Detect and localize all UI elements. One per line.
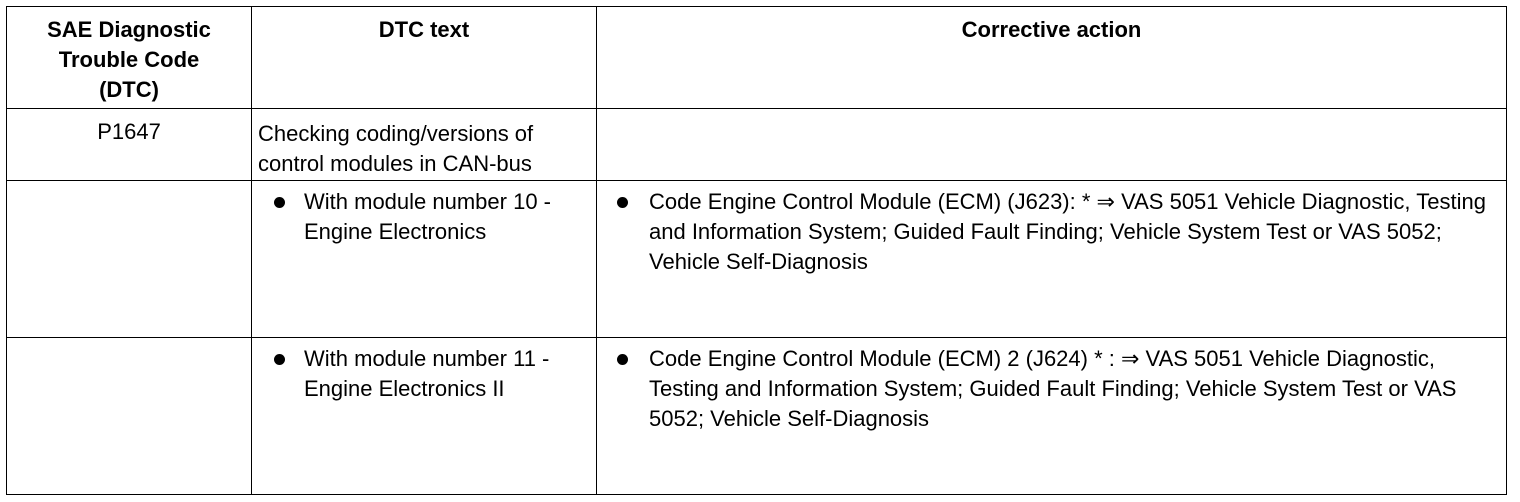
corrective-action-cell (597, 338, 1507, 495)
dtc-text-cell (252, 338, 597, 495)
dtc-text: Checking coding/versions of control modules in CAN-bus (258, 121, 534, 176)
list-item (597, 338, 1506, 434)
corrective-action-cell (597, 109, 1507, 181)
list-item (252, 338, 596, 404)
dtc-text: With module number 11 - Engine Electronics II (304, 346, 550, 401)
corrective-action-cell (597, 181, 1507, 338)
dtc-text: With module number 10 - Engine Electronics (304, 189, 551, 244)
table-row (7, 181, 1507, 338)
table-row (7, 338, 1507, 495)
dtc-text-cell (252, 181, 597, 338)
bullet-icon (617, 197, 628, 208)
list-item (252, 181, 596, 247)
header-dtc-text: DTC text (252, 7, 597, 109)
dtc-code-cell: P1647 (7, 109, 252, 181)
header-code: SAE Diagnostic Trouble Code (DTC) (7, 7, 252, 109)
dtc-table (6, 6, 1507, 495)
corrective-action-text: Code Engine Control Module (ECM) 2 (J624) * : ⇒ VAS 5051 Vehicle Diagnostic, Testing and Information System; Guided Fault Finding; Vehicle System Test or VAS 5052; Vehicle Self-Diagnosis (649, 346, 1457, 431)
corrective-action-text: Code Engine Control Module (ECM) (J623): * ⇒ VAS 5051 Vehicle Diagnostic, Testing and Information System; Guided Fault Finding; Vehicle System Test or VAS 5052; Vehicle Self-Diagnosis (649, 189, 1486, 274)
bullet-icon (274, 197, 285, 208)
dtc-code-cell (7, 181, 252, 338)
bullet-icon (617, 354, 628, 365)
header-corrective-action: Corrective action (597, 7, 1507, 109)
table-row (7, 109, 1507, 181)
list-item (597, 181, 1506, 277)
dtc-text-cell (252, 109, 597, 181)
bullet-icon (274, 354, 285, 365)
dtc-code-cell (7, 338, 252, 495)
table-header-row (7, 7, 1507, 109)
